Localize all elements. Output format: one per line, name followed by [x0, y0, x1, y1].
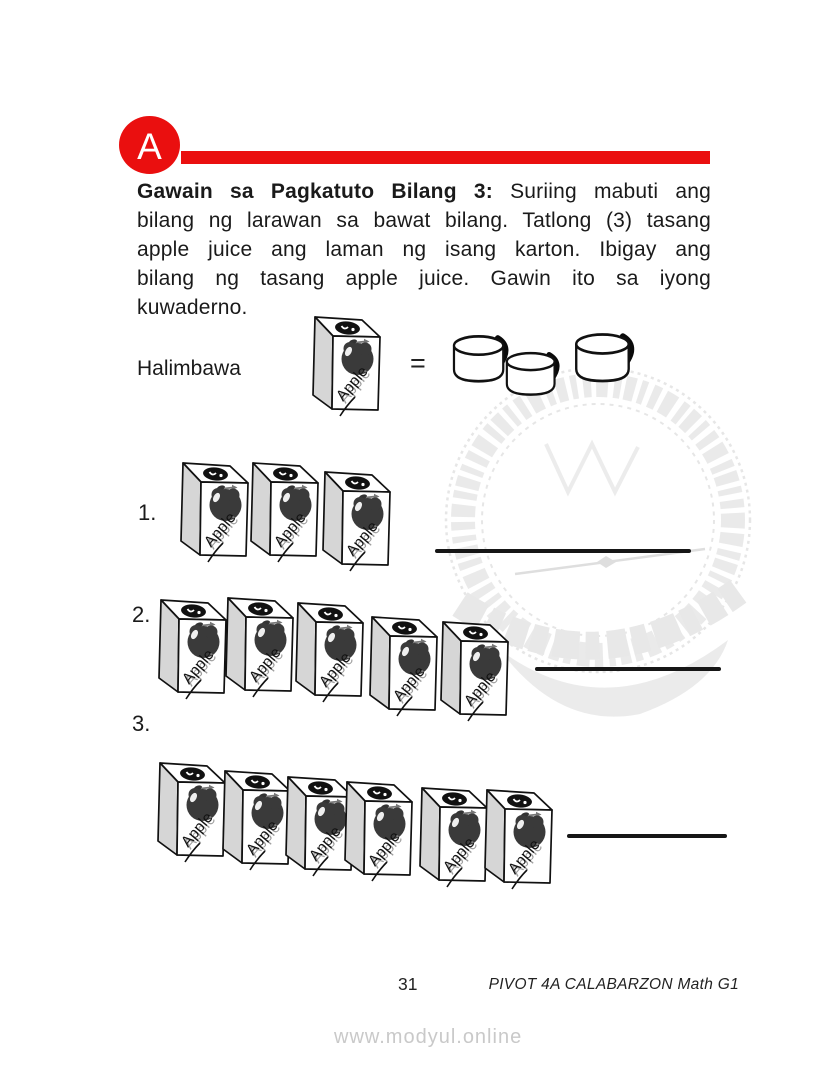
item-1-answer-blank: [435, 549, 691, 553]
header-rule: [181, 151, 710, 164]
page-number: 31: [398, 974, 418, 994]
seal-center-mark: [546, 444, 638, 492]
instruction-line: kuwaderno.: [137, 296, 248, 319]
instructions-paragraph: [137, 177, 711, 322]
instruction-line: apple juice ang laman ng isang karton. Ibigay ang: [137, 238, 711, 261]
juice-carton: [472, 785, 562, 891]
instruction-line: bilang ng larawan sa bawat bilang. Tatlong (3) tasang: [137, 209, 711, 232]
juice-carton: [428, 617, 518, 723]
module-label: PIVOT 4A CALABARZON Math G1: [488, 976, 739, 993]
item-3-answer-blank: [567, 834, 727, 838]
instruction-text: Suriing mabuti ang: [510, 180, 711, 203]
seal-diamond: [597, 556, 616, 568]
equals-sign: =: [410, 348, 426, 378]
site-watermark: www.modyul.online: [334, 1026, 523, 1048]
item-2-answer-blank: [535, 667, 721, 671]
juice-carton: [310, 467, 400, 573]
seal-hand-line: [505, 540, 715, 584]
instruction-line: bilang ng tasang apple juice. Gawin ito sa iyong: [137, 267, 711, 290]
activity-title: Gawain sa Pagkatuto Bilang 3:: [137, 180, 493, 203]
juice-cup: [503, 350, 563, 400]
seal-inner-ring: [482, 404, 714, 636]
example-label: Halimbawa: [137, 357, 241, 380]
section-badge-letter: A: [137, 125, 162, 167]
section-badge: [119, 116, 180, 174]
item-3-number: 3.: [132, 711, 151, 736]
juice-carton: [300, 312, 390, 418]
instruction-line: [137, 177, 711, 206]
item-2-number: 2.: [132, 602, 151, 627]
item-1-number: 1.: [138, 500, 157, 525]
juice-cup: [572, 331, 638, 387]
